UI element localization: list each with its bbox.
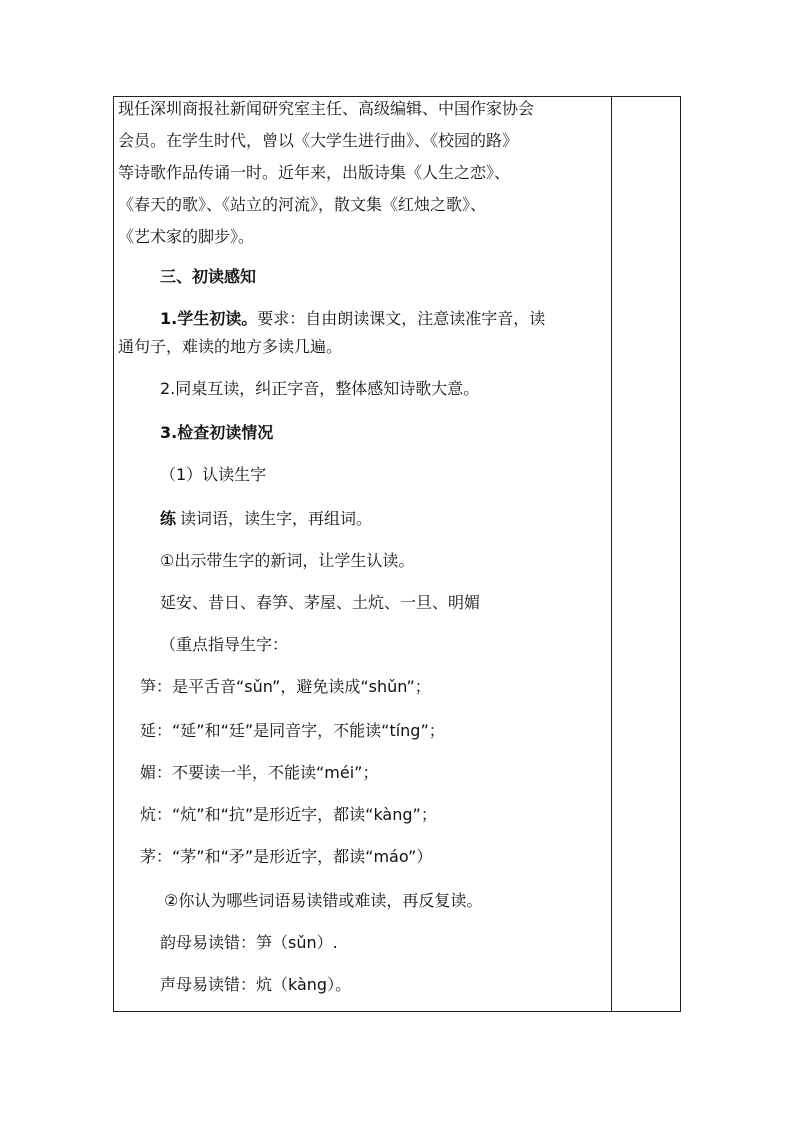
item-3: 3.检查初读情况: [160, 423, 274, 442]
item-1-line-2: 通句子，难读的地方多读几遍。: [118, 337, 343, 356]
lian-badge: 练: [160, 509, 177, 528]
item-2: 2.同桌互读，纠正字音，整体感知诗歌大意。: [160, 379, 480, 398]
guide-item: 炕：“炕”和“抗”是形近字，都读“kàng”；: [140, 805, 437, 824]
table-column-divider: [611, 96, 612, 1012]
intro-line-1: 现任深圳商报社新闻研究室主任、高级编辑、中国作家协会: [118, 99, 535, 118]
guide-item: 媚：不要读一半，不能读“méi”；: [140, 763, 379, 782]
item-1-line-1: [160, 308, 545, 330]
intro-line-4: 《春天的歌》、《站立的河流》，散文集《红烛之歌》、: [118, 195, 487, 214]
guide-item: 延：“延”和“廷”是同音字，不能读“tíng”；: [140, 721, 445, 740]
guide-item: 笋：是平舌音“sǔn”，避免读成“shǔn”；: [140, 677, 431, 696]
intro-line-2: 会员。在学生时代，曾以《大学生进行曲》、《校园的路》: [118, 131, 519, 150]
intro-line-5: 《艺术家的脚步》。: [118, 227, 255, 246]
sub-item-1: （1）认读生字: [160, 465, 267, 484]
lian-text: 读词语，读生字，再组词。: [180, 509, 373, 528]
lian-line: [160, 508, 372, 530]
rhyme-note: 韵母易读错：笋（sǔn）.: [160, 933, 338, 952]
section-heading: 三、初读感知: [160, 267, 257, 286]
step-2: ②你认为哪些词语易读错或难读，再反复读。: [164, 891, 483, 910]
intro-line-3: 等诗歌作品传诵一时。近年来，出版诗集《人生之恋》、: [118, 163, 511, 182]
step-1: ①出示带生字的新词，让学生认读。: [160, 551, 415, 570]
guide-intro: （重点指导生字：: [160, 635, 289, 654]
item-1-text: 要求：自由朗读课文，注意读准字音，读: [257, 309, 546, 328]
word-list: 延安、昔日、春笋、茅屋、土炕、一旦、明媚: [160, 593, 481, 612]
initial-note: 声母易读错：炕（kàng）。: [160, 975, 352, 994]
guide-item: 茅：“茅”和“矛”是形近字，都读“máo”）: [140, 847, 433, 866]
item-1-label: 1.学生初读。: [160, 309, 258, 328]
